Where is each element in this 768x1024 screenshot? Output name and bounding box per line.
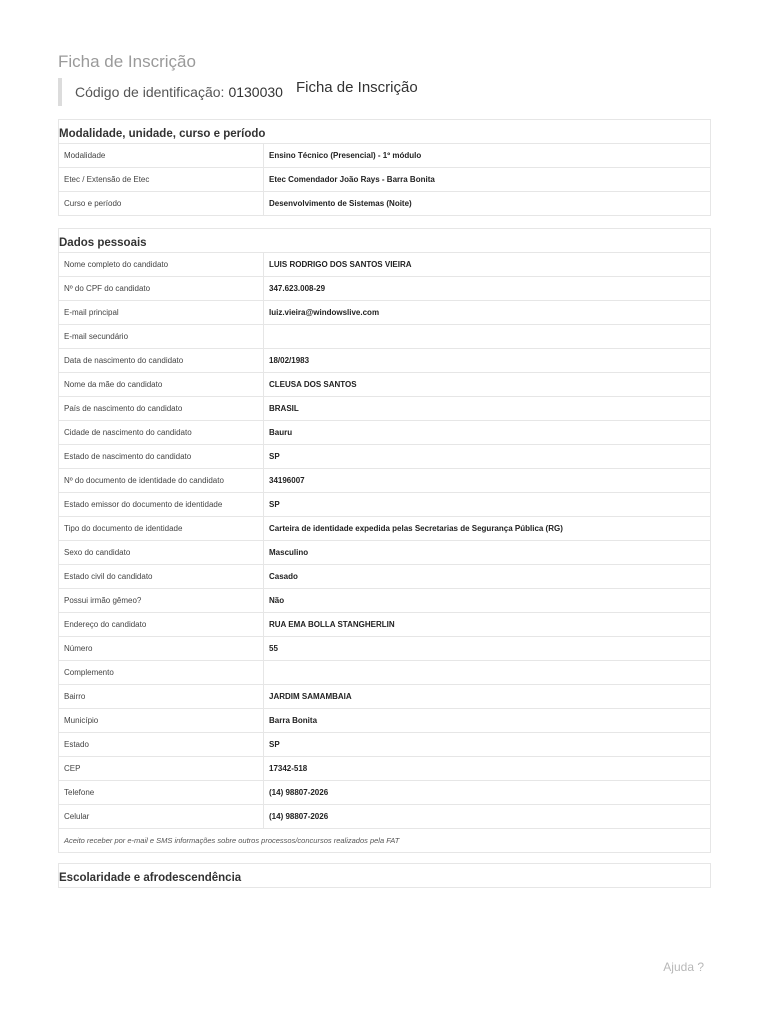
field-label: Complemento <box>59 661 264 685</box>
field-label: Número <box>59 637 264 661</box>
table-row <box>59 733 710 757</box>
field-value: SP <box>264 733 711 757</box>
table-row <box>59 805 710 829</box>
field-value: 347.623.008-29 <box>264 277 711 301</box>
field-value: luiz.vieira@windowslive.com <box>264 301 711 325</box>
field-label: Município <box>59 709 264 733</box>
field-label: Sexo do candidato <box>59 541 264 565</box>
consent-note: Aceito receber por e-mail e SMS informações sobre outros processos/concursos realizados pela FAT <box>59 829 710 853</box>
field-label: Nome completo do candidato <box>59 253 264 277</box>
field-value: 17342-518 <box>264 757 711 781</box>
table-row <box>59 301 710 325</box>
field-value: Bauru <box>264 421 711 445</box>
modalidade-table <box>59 144 710 215</box>
field-value: SP <box>264 445 711 469</box>
field-value: Não <box>264 589 711 613</box>
identification-block <box>58 78 418 106</box>
field-value: Etec Comendador João Rays - Barra Bonita <box>264 168 711 192</box>
table-row <box>59 565 710 589</box>
field-label: E-mail secundário <box>59 325 264 349</box>
help-link[interactable]: Ajuda ? <box>663 960 704 974</box>
field-value: JARDIM SAMAMBAIA <box>264 685 711 709</box>
field-label: Possui irmão gêmeo? <box>59 589 264 613</box>
section-escolaridade <box>58 863 711 888</box>
field-value: RUA EMA BOLLA STANGHERLIN <box>264 613 711 637</box>
section-heading: Dados pessoais <box>59 229 710 253</box>
identification-label: Código de identificação: <box>75 84 225 100</box>
table-row <box>59 469 710 493</box>
section-heading: Escolaridade e afrodescendência <box>59 872 242 884</box>
field-label: Celular <box>59 805 264 829</box>
field-label: Bairro <box>59 685 264 709</box>
field-label: Data de nascimento do candidato <box>59 349 264 373</box>
field-value: 34196007 <box>264 469 711 493</box>
table-row <box>59 493 710 517</box>
table-row <box>59 277 710 301</box>
field-value: SP <box>264 493 711 517</box>
field-label: CEP <box>59 757 264 781</box>
table-row <box>59 253 710 277</box>
field-label: Nº do documento de identidade do candidato <box>59 469 264 493</box>
table-row <box>59 637 710 661</box>
field-value: CLEUSA DOS SANTOS <box>264 373 711 397</box>
table-row <box>59 685 710 709</box>
field-label: Telefone <box>59 781 264 805</box>
table-row <box>59 757 710 781</box>
table-row <box>59 349 710 373</box>
field-value: Desenvolvimento de Sistemas (Noite) <box>264 192 711 216</box>
table-row <box>59 168 710 192</box>
field-label: Estado emissor do documento de identidade <box>59 493 264 517</box>
field-label: Etec / Extensão de Etec <box>59 168 264 192</box>
identification-title: Ficha de Inscrição <box>295 78 418 96</box>
table-row <box>59 781 710 805</box>
identification-code: 0130030 <box>228 84 283 100</box>
field-label: Curso e período <box>59 192 264 216</box>
field-value: Ensino Técnico (Presencial) - 1º módulo <box>269 151 422 160</box>
field-label: Endereço do candidato <box>59 613 264 637</box>
field-label: Cidade de nascimento do candidato <box>59 421 264 445</box>
field-label: Estado civil do candidato <box>59 565 264 589</box>
field-value: Masculino <box>264 541 711 565</box>
table-row <box>59 613 710 637</box>
field-label: Modalidade <box>59 144 264 168</box>
table-row <box>59 397 710 421</box>
page-title: Ficha de Inscrição <box>58 52 196 71</box>
field-value <box>264 325 711 349</box>
table-row <box>59 192 710 216</box>
table-row <box>59 829 710 853</box>
table-row <box>59 445 710 469</box>
dados-pessoais-table <box>59 253 710 852</box>
field-label: País de nascimento do candidato <box>59 397 264 421</box>
field-value: Carteira de identidade expedida pelas Secretarias de Segurança Pública (RG) <box>264 517 711 541</box>
section-dados-pessoais <box>58 228 711 853</box>
field-label: E-mail principal <box>59 301 264 325</box>
table-row <box>59 661 710 685</box>
table-row <box>59 709 710 733</box>
section-modalidade <box>58 119 711 216</box>
field-value: 55 <box>264 637 711 661</box>
field-value: (14) 98807-2026 <box>264 781 711 805</box>
field-label: Nº do CPF do candidato <box>59 277 264 301</box>
table-row <box>59 589 710 613</box>
section-heading: Modalidade, unidade, curso e período <box>59 120 710 144</box>
field-value <box>264 661 711 685</box>
field-value: (14) 98807-2026 <box>264 805 711 829</box>
field-value: LUIS RODRIGO DOS SANTOS VIEIRA <box>269 260 412 269</box>
field-label: Estado <box>59 733 264 757</box>
table-row <box>59 373 710 397</box>
table-row <box>59 144 710 168</box>
field-label: Nome da mãe do candidato <box>59 373 264 397</box>
table-row <box>59 541 710 565</box>
field-label: Tipo do documento de identidade <box>59 517 264 541</box>
field-value: 18/02/1983 <box>264 349 711 373</box>
field-value: BRASIL <box>264 397 711 421</box>
field-label: Estado de nascimento do candidato <box>59 445 264 469</box>
table-row <box>59 325 710 349</box>
field-value: Casado <box>264 565 711 589</box>
field-value: Barra Bonita <box>264 709 711 733</box>
table-row <box>59 421 710 445</box>
table-row <box>59 517 710 541</box>
